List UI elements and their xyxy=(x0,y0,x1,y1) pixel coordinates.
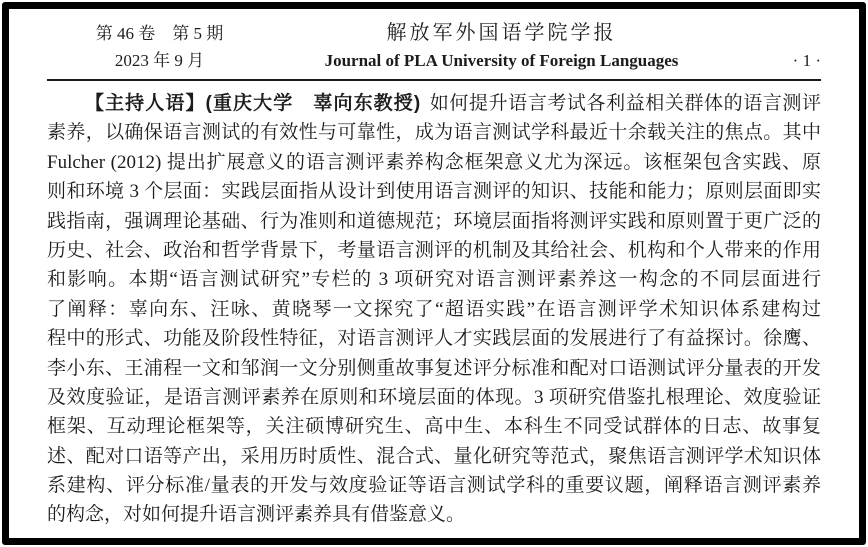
host-note-label: 【主持人语】(重庆大学 辜向东教授) xyxy=(85,93,421,114)
paragraph-line: 李小东、王浦程一文和邹润一文分别侧重故事复述评分标准和配对口语测试评分量表的开发 xyxy=(47,357,821,379)
header-issue-block xyxy=(47,20,272,74)
host-commentary-paragraph xyxy=(47,89,821,530)
header-rule xyxy=(47,79,821,81)
paragraph-line: 践指南，强调理论基础、行为准则和道德规范；环境层面指将测评实践和原则置于更广泛的 xyxy=(47,210,821,232)
paragraph-line: 述、配对口语等产出，采用历时质性、混合式、量化研究等范式，聚焦语言测评学术知识体 xyxy=(47,445,821,467)
journal-header xyxy=(47,20,821,74)
header-title-block xyxy=(272,20,731,74)
page-number: · 1 · xyxy=(792,51,821,70)
paragraph-line: 系建构、评分标准/量表的开发与效度验证等语言测试学科的重要议题，阐释语言测评素养 xyxy=(47,475,821,497)
journal-title-en: Journal of PLA University of Foreign Languages xyxy=(324,51,679,70)
paragraph-line: 历史、社会、政治和哲学背景下，考量语言测评的机制及其给社会、机构和个人带来的作用 xyxy=(47,239,821,261)
paragraph-line: 程中的形式、功能及阶段性特征，对语言测评人才实践层面的发展进行了有益探讨。徐鹰、 xyxy=(47,328,821,350)
paragraph-line xyxy=(47,89,821,118)
paragraph-line-text: 如何提升语言考试各利益相关群体的语言测评 xyxy=(429,93,821,114)
paragraph-line: 素养，以确保语言测试的有效性与可靠性，成为语言测试学科最近十余载关注的焦点。其中 xyxy=(47,122,821,144)
issue-date: 2023 年 9 月 xyxy=(114,51,205,70)
paragraph-line: Fulcher (2012) 提出扩展意义的语言测评素养构念框架意义尤为深远。该框架包含实践、原 xyxy=(47,151,821,173)
paragraph-line: 则和环境 3 个层面：实践层面指从设计到使用语言测评的知识、技能和能力；原则层面即实 xyxy=(47,181,821,203)
volume-issue: 第 46 卷 第 5 期 xyxy=(95,24,224,43)
paragraph-line: 的构念，对如何提升语言测评素养具有借鉴意义。 xyxy=(47,504,466,526)
journal-page xyxy=(2,2,866,545)
journal-title-cn: 解放军外国语学院学报 xyxy=(386,22,617,44)
paragraph-line: 了阐释：辜向东、汪咏、黄晓琴一文探究了“超语实践”在语言测评学术知识体系建构过 xyxy=(47,298,821,320)
paragraph-line: 和影响。本期“语言测试研究”专栏的 3 项研究对语言测评素养这一构念的不同层面进行 xyxy=(47,269,821,291)
paragraph-line: 及效度验证，是语言测评素养在原则和环境层面的体现。3 项研究借鉴扎根理论、效度验证 xyxy=(47,386,821,408)
paragraph-line: 框架、互动理论框架等，关注硕博研究生、高中生、本科生不同受试群体的日志、故事复 xyxy=(47,416,821,438)
